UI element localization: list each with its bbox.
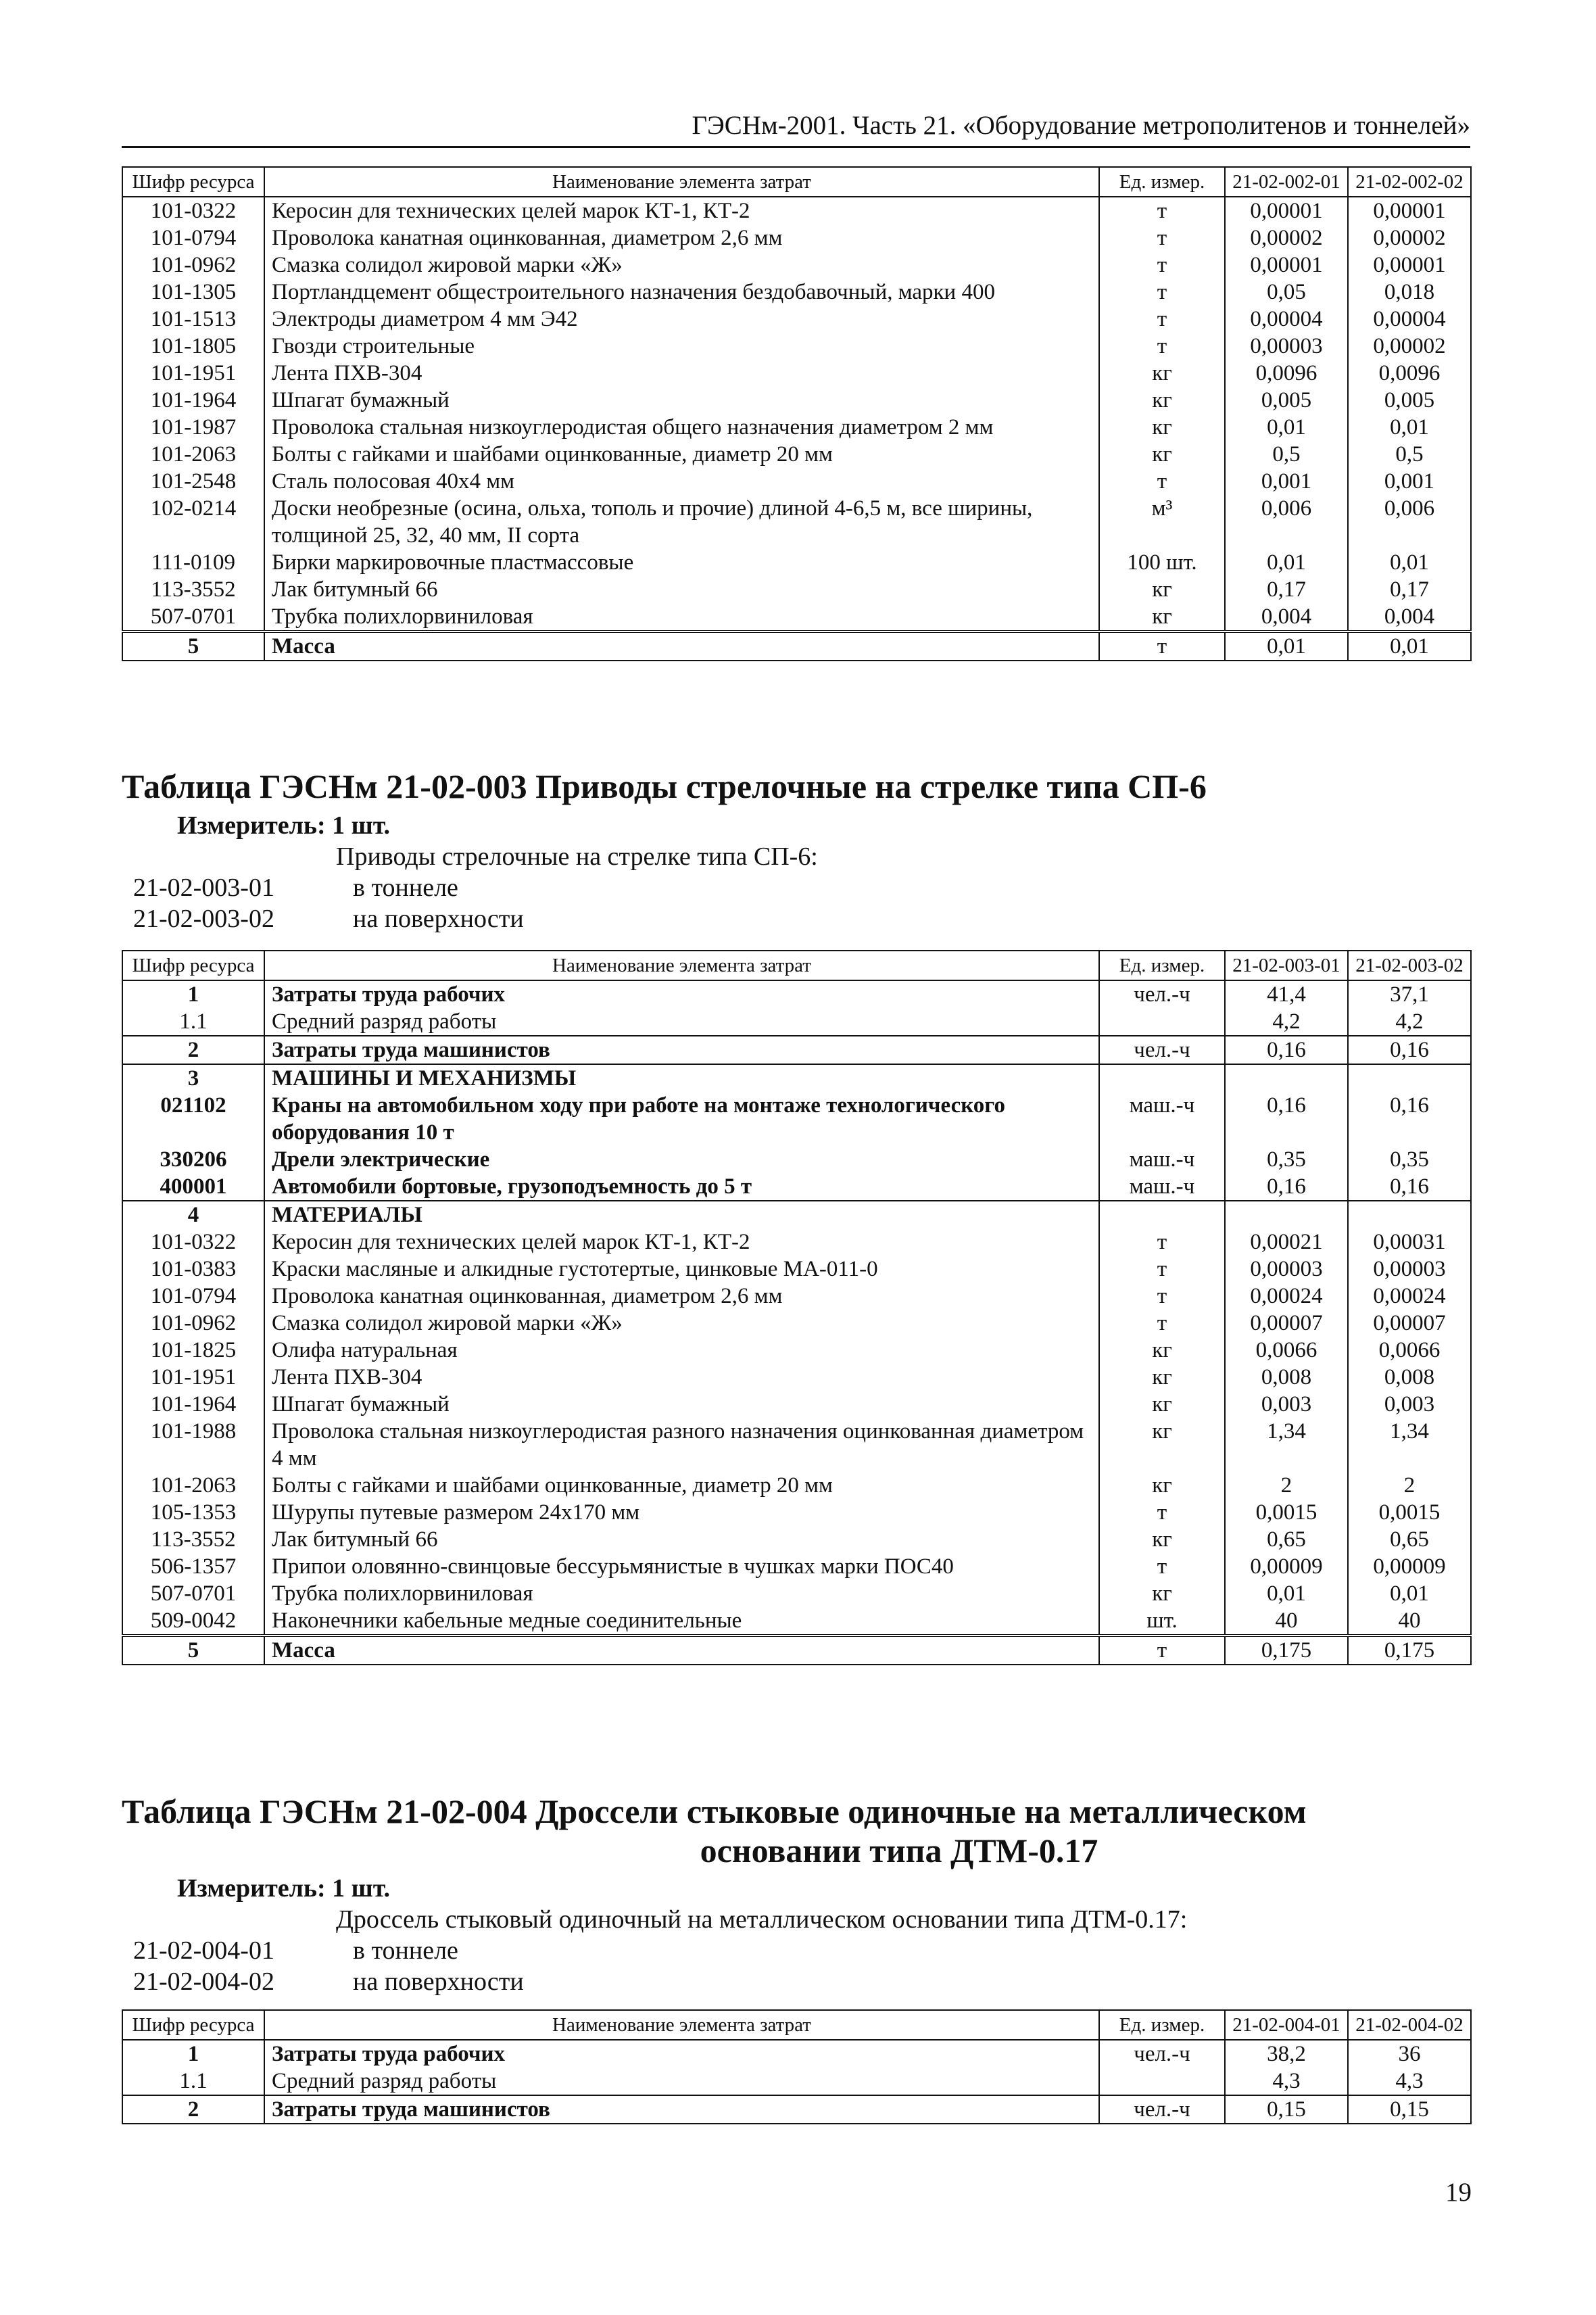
- table-row: [122, 387, 1471, 414]
- table-row: [122, 224, 1471, 252]
- table-row: [122, 1418, 1471, 1472]
- cell-name: Проволока канатная оцинкованная, диаметром 2,6 мм: [264, 1283, 1099, 1310]
- cell-value-a: 0,175: [1225, 1636, 1348, 1665]
- cell-unit: кг: [1099, 1580, 1225, 1607]
- resource-table-21-02-004: [122, 2009, 1472, 2124]
- table-row: [122, 1580, 1471, 1607]
- cell-unit: кг: [1099, 360, 1225, 387]
- cell-name: Проволока стальная низкоуглеродистая разного назначения оцинкованная диаметром 4 мм: [264, 1418, 1099, 1472]
- cell-value-b: 0,175: [1348, 1636, 1471, 1665]
- cell-code: 113-3552: [122, 1526, 264, 1553]
- cell-name: Средний разряд работы: [264, 1008, 1099, 1036]
- cell-name: Лента ПХВ-304: [264, 1364, 1099, 1391]
- cell-value-a: 0,00007: [1225, 1310, 1348, 1337]
- cell-name: Затраты труда машинистов: [264, 1036, 1099, 1064]
- cell-code: 506-1357: [122, 1553, 264, 1580]
- col-header-unit: Ед. измер.: [1099, 951, 1225, 980]
- cell-unit: кг: [1099, 1391, 1225, 1418]
- col-header-variant-a: 21-02-002-01: [1225, 167, 1348, 197]
- col-header-unit: Ед. измер.: [1099, 2010, 1225, 2040]
- cell-value-b: 0,005: [1348, 387, 1471, 414]
- col-header-variant-a: 21-02-003-01: [1225, 951, 1348, 980]
- col-header-code: Шифр ресурса: [122, 951, 264, 980]
- cell-unit: т: [1099, 279, 1225, 306]
- cell-unit: кг: [1099, 1472, 1225, 1499]
- cell-name: Затраты труда рабочих: [264, 2040, 1099, 2068]
- cell-value-a: 0,65: [1225, 1526, 1348, 1553]
- table-caption: Приводы стрелочные на стрелке типа СП-6:: [336, 842, 818, 871]
- cell-value-b: 0,003: [1348, 1391, 1471, 1418]
- table-row: [122, 252, 1471, 279]
- cell-unit: т: [1099, 197, 1225, 224]
- cell-value-b: 0,16: [1348, 1173, 1471, 1201]
- cell-value-b: 0,00009: [1348, 1553, 1471, 1580]
- cell-unit: чел.-ч: [1099, 1036, 1225, 1064]
- cell-value-a: 0,004: [1225, 603, 1348, 631]
- cell-unit: т: [1099, 1310, 1225, 1337]
- cell-code: 507-0701: [122, 603, 264, 631]
- table-row: [122, 441, 1471, 468]
- col-header-variant-b: 21-02-004-02: [1348, 2010, 1471, 2040]
- cell-code: 101-1964: [122, 1391, 264, 1418]
- cell-value-b: 0,00007: [1348, 1310, 1471, 1337]
- table-row: [122, 414, 1471, 441]
- table-row: [122, 1337, 1471, 1364]
- cell-value-a: 0,01: [1225, 1580, 1348, 1607]
- cell-code: 3: [122, 1064, 264, 1092]
- cell-value-b: 40: [1348, 1607, 1471, 1636]
- cell-unit: т: [1099, 1283, 1225, 1310]
- cell-value-b: 0,00002: [1348, 224, 1471, 252]
- cell-name: Затраты труда машинистов: [264, 2095, 1099, 2124]
- variant-code: 21-02-004-02: [133, 1967, 274, 1996]
- col-header-code: Шифр ресурса: [122, 2010, 264, 2040]
- cell-value-a: 0,5: [1225, 441, 1348, 468]
- cell-value-a: 38,2: [1225, 2040, 1348, 2068]
- cell-value-a: 4,3: [1225, 2068, 1348, 2095]
- cell-code: 101-0962: [122, 252, 264, 279]
- cell-name: Краны на автомобильном ходу при работе на монтаже технологического оборудования 10 т: [264, 1092, 1099, 1146]
- cell-name: Шурупы путевые размером 24х170 мм: [264, 1499, 1099, 1526]
- cell-value-b: 0,01: [1348, 549, 1471, 576]
- cell-name: Лак битумный 66: [264, 1526, 1099, 1553]
- variant-code: 21-02-003-02: [133, 905, 274, 933]
- cell-name: Краски масляные и алкидные густотертые, цинковые МА-011-0: [264, 1256, 1099, 1283]
- cell-code: 2: [122, 1036, 264, 1064]
- cell-value-b: 1,34: [1348, 1418, 1471, 1472]
- cell-value-a: 0,0015: [1225, 1499, 1348, 1526]
- cell-code: 101-1964: [122, 387, 264, 414]
- cell-unit: [1099, 1064, 1225, 1092]
- cell-value-b: 36: [1348, 2040, 1471, 2068]
- cell-unit: чел.-ч: [1099, 2095, 1225, 2124]
- cell-code: 5: [122, 1636, 264, 1665]
- cell-unit: т: [1099, 1256, 1225, 1283]
- cell-value-b: 0,00004: [1348, 306, 1471, 333]
- cell-unit: кг: [1099, 1418, 1225, 1472]
- meter-label: Измеритель: 1 шт.: [177, 811, 391, 840]
- cell-value-b: 0,15: [1348, 2095, 1471, 2124]
- cell-unit: кг: [1099, 387, 1225, 414]
- cell-value-a: 41,4: [1225, 980, 1348, 1008]
- table-row: [122, 306, 1471, 333]
- variant-label: в тоннеле: [353, 874, 458, 902]
- cell-value-b: 0,00031: [1348, 1228, 1471, 1256]
- cell-value-b: 0,00002: [1348, 333, 1471, 360]
- variant-label: на поверхности: [353, 905, 524, 933]
- table-row: [122, 1228, 1471, 1256]
- resource-table-21-02-003: [122, 950, 1472, 1665]
- cell-value-a: 0,0066: [1225, 1337, 1348, 1364]
- table-row: [122, 197, 1471, 224]
- cell-name: Болты с гайками и шайбами оцинкованные, диаметр 20 мм: [264, 1472, 1099, 1499]
- table-row: [122, 1092, 1471, 1146]
- cell-value-a: 0,00003: [1225, 333, 1348, 360]
- cell-name: Сталь полосовая 40х4 мм: [264, 468, 1099, 495]
- cell-value-b: 0,00001: [1348, 197, 1471, 224]
- cell-name: МАШИНЫ И МЕХАНИЗМЫ: [264, 1064, 1099, 1092]
- cell-value-a: 0,01: [1225, 549, 1348, 576]
- cell-name: Лак битумный 66: [264, 576, 1099, 603]
- cell-code: 101-1987: [122, 414, 264, 441]
- cell-value-b: 37,1: [1348, 980, 1471, 1008]
- col-header-name: Наименование элемента затрат: [264, 167, 1099, 197]
- cell-code: 102-0214: [122, 495, 264, 549]
- table-row: [122, 1472, 1471, 1499]
- cell-code: 507-0701: [122, 1580, 264, 1607]
- cell-value-a: 0,17: [1225, 576, 1348, 603]
- cell-value-b: 2: [1348, 1472, 1471, 1499]
- cell-unit: [1099, 1008, 1225, 1036]
- cell-code: 101-0322: [122, 197, 264, 224]
- cell-unit: чел.-ч: [1099, 2040, 1225, 2068]
- cell-value-a: 0,00001: [1225, 197, 1348, 224]
- table-row: [122, 1173, 1471, 1201]
- section-heading-row: [122, 1064, 1471, 1092]
- cell-value-b: [1348, 1064, 1471, 1092]
- cell-value-a: 0,0096: [1225, 360, 1348, 387]
- cell-value-b: 4,2: [1348, 1008, 1471, 1036]
- cell-name: Масса: [264, 631, 1099, 661]
- col-header-name: Наименование элемента затрат: [264, 951, 1099, 980]
- table-header-row: [122, 167, 1471, 197]
- section-heading-row: [122, 1201, 1471, 1228]
- cell-value-b: 0,00024: [1348, 1283, 1471, 1310]
- cell-code: 101-1825: [122, 1337, 264, 1364]
- cell-name: Керосин для технических целей марок КТ-1, КТ-2: [264, 197, 1099, 224]
- table-row: [122, 1364, 1471, 1391]
- cell-code: 101-1805: [122, 333, 264, 360]
- cell-unit: кг: [1099, 441, 1225, 468]
- cell-code: 101-1951: [122, 1364, 264, 1391]
- cell-name: Затраты труда рабочих: [264, 980, 1099, 1008]
- cell-value-a: 0,003: [1225, 1391, 1348, 1418]
- cell-value-b: 0,16: [1348, 1036, 1471, 1064]
- col-header-unit: Ед. измер.: [1099, 167, 1225, 197]
- cell-unit: м³: [1099, 495, 1225, 549]
- cell-unit: т: [1099, 1636, 1225, 1665]
- table-row: [122, 495, 1471, 549]
- cell-value-a: 0,35: [1225, 1146, 1348, 1173]
- cell-name: Трубка полихлорвиниловая: [264, 603, 1099, 631]
- cell-name: Смазка солидол жировой марки «Ж»: [264, 1310, 1099, 1337]
- cell-unit: т: [1099, 1553, 1225, 1580]
- cell-value-b: 0,018: [1348, 279, 1471, 306]
- cell-code: 101-1513: [122, 306, 264, 333]
- cell-value-a: 0,00021: [1225, 1228, 1348, 1256]
- cell-value-b: 0,00001: [1348, 252, 1471, 279]
- col-header-variant-a: 21-02-004-01: [1225, 2010, 1348, 2040]
- cell-code: 113-3552: [122, 576, 264, 603]
- cell-code: 1: [122, 2040, 264, 2068]
- cell-value-a: 0,00024: [1225, 1283, 1348, 1310]
- table-row: [122, 980, 1471, 1008]
- col-header-name: Наименование элемента затрат: [264, 2010, 1099, 2040]
- cell-unit: кг: [1099, 1526, 1225, 1553]
- cell-code: 101-2063: [122, 441, 264, 468]
- table-row: [122, 2068, 1471, 2095]
- cell-value-b: 0,35: [1348, 1146, 1471, 1173]
- cell-code: 1: [122, 980, 264, 1008]
- variant-line: [133, 903, 524, 934]
- table-row: [122, 603, 1471, 631]
- table-row: [122, 1146, 1471, 1173]
- table-title-21-02-003: Таблица ГЭСНм 21-02-003 Приводы стрелочные на стрелке типа СП-6: [122, 767, 1207, 805]
- cell-value-b: 0,0066: [1348, 1337, 1471, 1364]
- table-row: [122, 576, 1471, 603]
- cell-code: 101-2548: [122, 468, 264, 495]
- col-header-variant-b: 21-02-003-02: [1348, 951, 1471, 980]
- cell-name: Масса: [264, 1636, 1099, 1665]
- variant-line: [133, 872, 458, 903]
- table-row: [122, 360, 1471, 387]
- col-header-code: Шифр ресурса: [122, 167, 264, 197]
- cell-value-a: 0,001: [1225, 468, 1348, 495]
- cell-code: 1.1: [122, 2068, 264, 2095]
- cell-value-a: 0,00003: [1225, 1256, 1348, 1283]
- variant-line: [133, 1935, 458, 1966]
- cell-unit: [1099, 1201, 1225, 1228]
- cell-unit: т: [1099, 252, 1225, 279]
- table-header-row: [122, 2010, 1471, 2040]
- cell-unit: кг: [1099, 414, 1225, 441]
- cell-code: 105-1353: [122, 1499, 264, 1526]
- total-row: [122, 631, 1471, 661]
- cell-name: Средний разряд работы: [264, 2068, 1099, 2095]
- cell-unit: кг: [1099, 1364, 1225, 1391]
- table-row: [122, 1499, 1471, 1526]
- cell-value-a: 0,15: [1225, 2095, 1348, 2124]
- cell-value-b: 0,001: [1348, 468, 1471, 495]
- cell-value-b: 0,01: [1348, 414, 1471, 441]
- cell-unit: т: [1099, 306, 1225, 333]
- cell-value-a: 0,00002: [1225, 224, 1348, 252]
- table-row: [122, 1553, 1471, 1580]
- table-row: [122, 1607, 1471, 1636]
- cell-value-a: 0,05: [1225, 279, 1348, 306]
- cell-value-a: 0,16: [1225, 1173, 1348, 1201]
- variant-line: [133, 1966, 524, 1997]
- table-caption: Дроссель стыковый одиночный на металлическом основании типа ДТМ-0.17:: [336, 1905, 1188, 1934]
- cell-code: 330206: [122, 1146, 264, 1173]
- cell-value-a: 0,00009: [1225, 1553, 1348, 1580]
- cell-value-b: 0,0015: [1348, 1499, 1471, 1526]
- table-title-line-1: Таблица ГЭСНм 21-02-004 Дроссели стыковые одиночные на металлическом: [122, 1792, 1307, 1830]
- cell-unit: [1099, 2068, 1225, 2095]
- cell-value-b: 4,3: [1348, 2068, 1471, 2095]
- table-row: [122, 1256, 1471, 1283]
- cell-unit: маш.-ч: [1099, 1092, 1225, 1146]
- cell-value-a: 0,16: [1225, 1092, 1348, 1146]
- table-row: [122, 333, 1471, 360]
- cell-value-b: [1348, 1201, 1471, 1228]
- cell-value-b: 0,65: [1348, 1526, 1471, 1553]
- cell-value-a: 0,01: [1225, 631, 1348, 661]
- cell-value-a: 0,005: [1225, 387, 1348, 414]
- cell-unit: чел.-ч: [1099, 980, 1225, 1008]
- cell-code: 101-2063: [122, 1472, 264, 1499]
- col-header-variant-b: 21-02-002-02: [1348, 167, 1471, 197]
- cell-code: 5: [122, 631, 264, 661]
- variant-label: в тоннеле: [353, 1936, 458, 1965]
- cell-value-b: 0,006: [1348, 495, 1471, 549]
- cell-name: Смазка солидол жировой марки «Ж»: [264, 252, 1099, 279]
- cell-code: 101-0794: [122, 1283, 264, 1310]
- cell-value-b: 0,16: [1348, 1092, 1471, 1146]
- cell-value-a: 0,006: [1225, 495, 1348, 549]
- variant-code: 21-02-004-01: [133, 1936, 274, 1965]
- cell-value-b: 0,17: [1348, 576, 1471, 603]
- cell-name: Проволока стальная низкоуглеродистая общего назначения диаметром 2 мм: [264, 414, 1099, 441]
- cell-name: Олифа натуральная: [264, 1337, 1099, 1364]
- cell-value-a: 0,01: [1225, 414, 1348, 441]
- cell-name: Керосин для технических целей марок КТ-1, КТ-2: [264, 1228, 1099, 1256]
- cell-name: Портландцемент общестроительного назначения бездобавочный, марки 400: [264, 279, 1099, 306]
- cell-name: Шпагат бумажный: [264, 387, 1099, 414]
- table-header-row: [122, 951, 1471, 980]
- table-row: [122, 549, 1471, 576]
- table-row: [122, 2095, 1471, 2124]
- table-row: [122, 1526, 1471, 1553]
- cell-unit: 100 шт.: [1099, 549, 1225, 576]
- cell-unit: т: [1099, 333, 1225, 360]
- total-row: [122, 1636, 1471, 1665]
- cell-value-a: 2: [1225, 1472, 1348, 1499]
- cell-value-a: 0,16: [1225, 1036, 1348, 1064]
- resource-table-21-02-002: [122, 166, 1472, 661]
- page-header: ГЭСНм-2001. Часть 21. «Оборудование метрополитенов и тоннелей»: [122, 110, 1470, 148]
- cell-unit: т: [1099, 1499, 1225, 1526]
- cell-name: Болты с гайками и шайбами оцинкованные, диаметр 20 мм: [264, 441, 1099, 468]
- cell-value-a: 0,00001: [1225, 252, 1348, 279]
- cell-unit: маш.-ч: [1099, 1173, 1225, 1201]
- page-number: 19: [1445, 2178, 1472, 2207]
- cell-value-b: 0,01: [1348, 1580, 1471, 1607]
- cell-value-b: 0,004: [1348, 603, 1471, 631]
- cell-value-b: 0,008: [1348, 1364, 1471, 1391]
- table-row: [122, 468, 1471, 495]
- cell-value-a: 4,2: [1225, 1008, 1348, 1036]
- cell-code: 400001: [122, 1173, 264, 1201]
- variant-label: на поверхности: [353, 1967, 524, 1996]
- cell-name: Автомобили бортовые, грузоподъемность до 5 т: [264, 1173, 1099, 1201]
- cell-value-b: 0,01: [1348, 631, 1471, 661]
- cell-code: 111-0109: [122, 549, 264, 576]
- table-row: [122, 1310, 1471, 1337]
- table-row: [122, 279, 1471, 306]
- cell-value-a: 1,34: [1225, 1418, 1348, 1472]
- cell-name: Наконечники кабельные медные соединительные: [264, 1607, 1099, 1636]
- cell-unit: кг: [1099, 603, 1225, 631]
- table-row: [122, 1036, 1471, 1064]
- cell-value-a: 0,008: [1225, 1364, 1348, 1391]
- cell-name: Бирки маркировочные пластмассовые: [264, 549, 1099, 576]
- cell-value-a: 0,00004: [1225, 306, 1348, 333]
- cell-name: Припои оловянно-свинцовые бессурьмянистые в чушках марки ПОС40: [264, 1553, 1099, 1580]
- table-row: [122, 2040, 1471, 2068]
- table-row: [122, 1391, 1471, 1418]
- cell-name: Проволока канатная оцинкованная, диаметром 2,6 мм: [264, 224, 1099, 252]
- cell-code: 4: [122, 1201, 264, 1228]
- cell-code: 101-0322: [122, 1228, 264, 1256]
- cell-value-a: 40: [1225, 1607, 1348, 1636]
- cell-code: 101-1951: [122, 360, 264, 387]
- cell-code: 509-0042: [122, 1607, 264, 1636]
- cell-name: Электроды диаметром 4 мм Э42: [264, 306, 1099, 333]
- cell-value-b: 0,5: [1348, 441, 1471, 468]
- cell-code: 101-0383: [122, 1256, 264, 1283]
- cell-unit: т: [1099, 631, 1225, 661]
- cell-value-a: [1225, 1201, 1348, 1228]
- cell-unit: маш.-ч: [1099, 1146, 1225, 1173]
- cell-value-b: 0,00003: [1348, 1256, 1471, 1283]
- cell-code: 101-0794: [122, 224, 264, 252]
- cell-name: Шпагат бумажный: [264, 1391, 1099, 1418]
- cell-code: 101-1305: [122, 279, 264, 306]
- cell-code: 101-0962: [122, 1310, 264, 1337]
- variant-code: 21-02-003-01: [133, 874, 274, 902]
- cell-code: 1.1: [122, 1008, 264, 1036]
- cell-code: 101-1988: [122, 1418, 264, 1472]
- cell-unit: кг: [1099, 1337, 1225, 1364]
- cell-name: Трубка полихлорвиниловая: [264, 1580, 1099, 1607]
- cell-unit: т: [1099, 1228, 1225, 1256]
- cell-value-b: 0,0096: [1348, 360, 1471, 387]
- cell-unit: т: [1099, 468, 1225, 495]
- cell-name: МАТЕРИАЛЫ: [264, 1201, 1099, 1228]
- cell-unit: кг: [1099, 576, 1225, 603]
- cell-unit: шт.: [1099, 1607, 1225, 1636]
- table-title-21-02-004: [122, 1792, 1474, 1870]
- table-row: [122, 1008, 1471, 1036]
- cell-value-a: [1225, 1064, 1348, 1092]
- cell-name: Лента ПХВ-304: [264, 360, 1099, 387]
- cell-code: 021102: [122, 1092, 264, 1146]
- cell-name: Гвозди строительные: [264, 333, 1099, 360]
- cell-code: 2: [122, 2095, 264, 2124]
- cell-unit: т: [1099, 224, 1225, 252]
- table-row: [122, 1283, 1471, 1310]
- cell-name: Дрели электрические: [264, 1146, 1099, 1173]
- table-title-line-2: основании типа ДТМ-0.17: [700, 1832, 1098, 1869]
- cell-name: Доски необрезные (осина, ольха, тополь и прочие) длиной 4-6,5 м, все ширины, толщиной 25, 32, 40 мм, II сорта: [264, 495, 1099, 549]
- meter-label: Измеритель: 1 шт.: [177, 1874, 391, 1903]
